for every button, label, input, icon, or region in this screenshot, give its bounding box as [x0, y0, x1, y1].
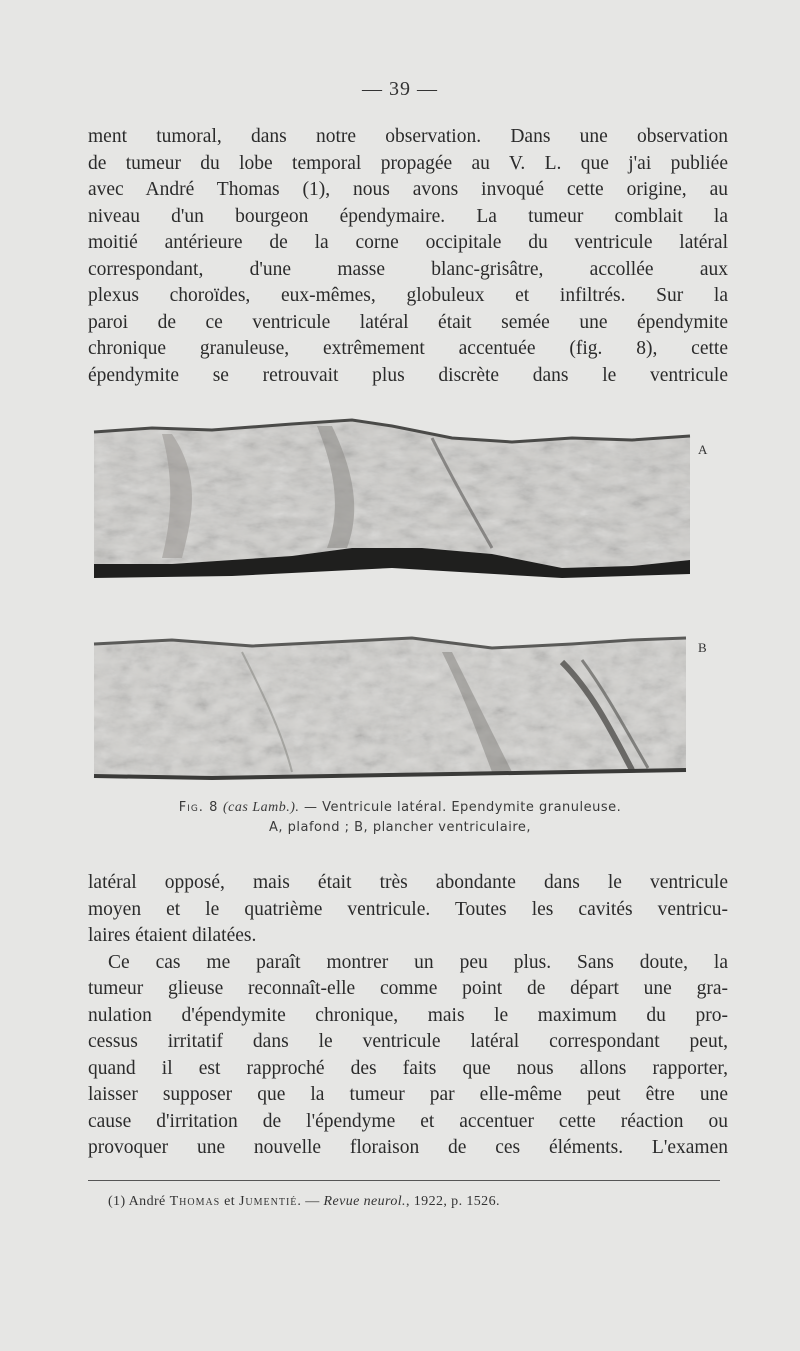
text-line: correspondant, d'une masse blanc-grisâtre, accollée aux	[88, 258, 728, 280]
text-line: épendymite se retrouvait plus discrète dans le ventricule	[88, 364, 728, 386]
footnote-journal: Revue neurol.	[323, 1194, 406, 1209]
footnote	[108, 1194, 500, 1210]
text-line: avec André Thomas (1), nous avons invoqué cette origine, au	[88, 179, 728, 200]
text-line: nulation d'épendymite chronique, mais le maximum du pro-	[88, 1004, 728, 1026]
text-line: latéral opposé, mais était très abondante dans le ventricule	[88, 872, 728, 893]
text-line: tumeur glieuse reconnaît-elle comme point de départ une gra-	[88, 978, 728, 999]
text-line: de tumeur du lobe temporal propagée au V. L. que j'ai publiée	[88, 152, 728, 174]
text-line: quand il est rapproché des faits que nous allons rapporter,	[88, 1057, 728, 1079]
text-line: paroi de ce ventricule latéral était semée une épendymite	[88, 311, 728, 333]
footnote-reference: , 1922, p. 1526.	[405, 1194, 500, 1209]
figure-caption-line-2: A, plafond ; B, plancher ventriculaire,	[268, 820, 532, 835]
footnote-marker: (1)	[108, 1194, 126, 1209]
text-line: Ce cas me paraît montrer un peu plus. Sans doute, la	[108, 951, 728, 973]
paragraph-1	[88, 124, 728, 389]
figure-label-b: B	[698, 640, 707, 655]
text-line: moitié antérieure de la corne occipitale du ventricule latéral	[88, 232, 728, 253]
figure-number: Fig. 8	[178, 800, 219, 815]
text-line: cessus irritatif dans le ventricule latéral correspondant peut,	[88, 1031, 728, 1052]
paragraph-2	[88, 870, 728, 1162]
figure-caption	[0, 800, 800, 816]
text-line: moyen et le quatrième ventricule. Toutes les cavités ventricu-	[88, 898, 728, 920]
text-line: cause d'irritation de l'épendyme et accentuer cette réaction ou	[88, 1110, 728, 1132]
text-line: chronique granuleuse, extrêmement accentuée (fig. 8), cette	[88, 338, 728, 359]
figure-8a-photo	[92, 418, 692, 578]
figure-label-a: A	[698, 442, 708, 457]
text-line: ment tumoral, dans notre observation. Dans une observation	[88, 126, 728, 147]
page-number: — 39 —	[362, 78, 438, 100]
text-line: plexus choroïdes, eux-mêmes, globuleux et infiltrés. Sur la	[88, 285, 728, 306]
text-line: laisser supposer que la tumeur par elle-même peut être une	[88, 1084, 728, 1105]
footnote-author-firstname: André	[128, 1194, 166, 1209]
footnote-dash: . —	[297, 1194, 320, 1209]
footnote-divider	[88, 1180, 720, 1181]
text-line: niveau d'un bourgeon épendymaire. La tumeur comblait la	[88, 205, 728, 227]
figure-8b-photo	[92, 632, 692, 782]
footnote-author-1: Thomas	[169, 1194, 221, 1209]
text-line: provoquer une nouvelle floraison de ces éléments. L'examen	[88, 1137, 728, 1158]
figure-caption-text: — Ventricule latéral. Ependymite granuleuse.	[304, 800, 622, 815]
footnote-conjunction: et	[224, 1194, 236, 1209]
figure-case: (cas Lamb.).	[223, 800, 300, 815]
text-line: laires étaient dilatées.	[88, 925, 257, 946]
footnote-author-2: Jumentié	[238, 1194, 298, 1209]
